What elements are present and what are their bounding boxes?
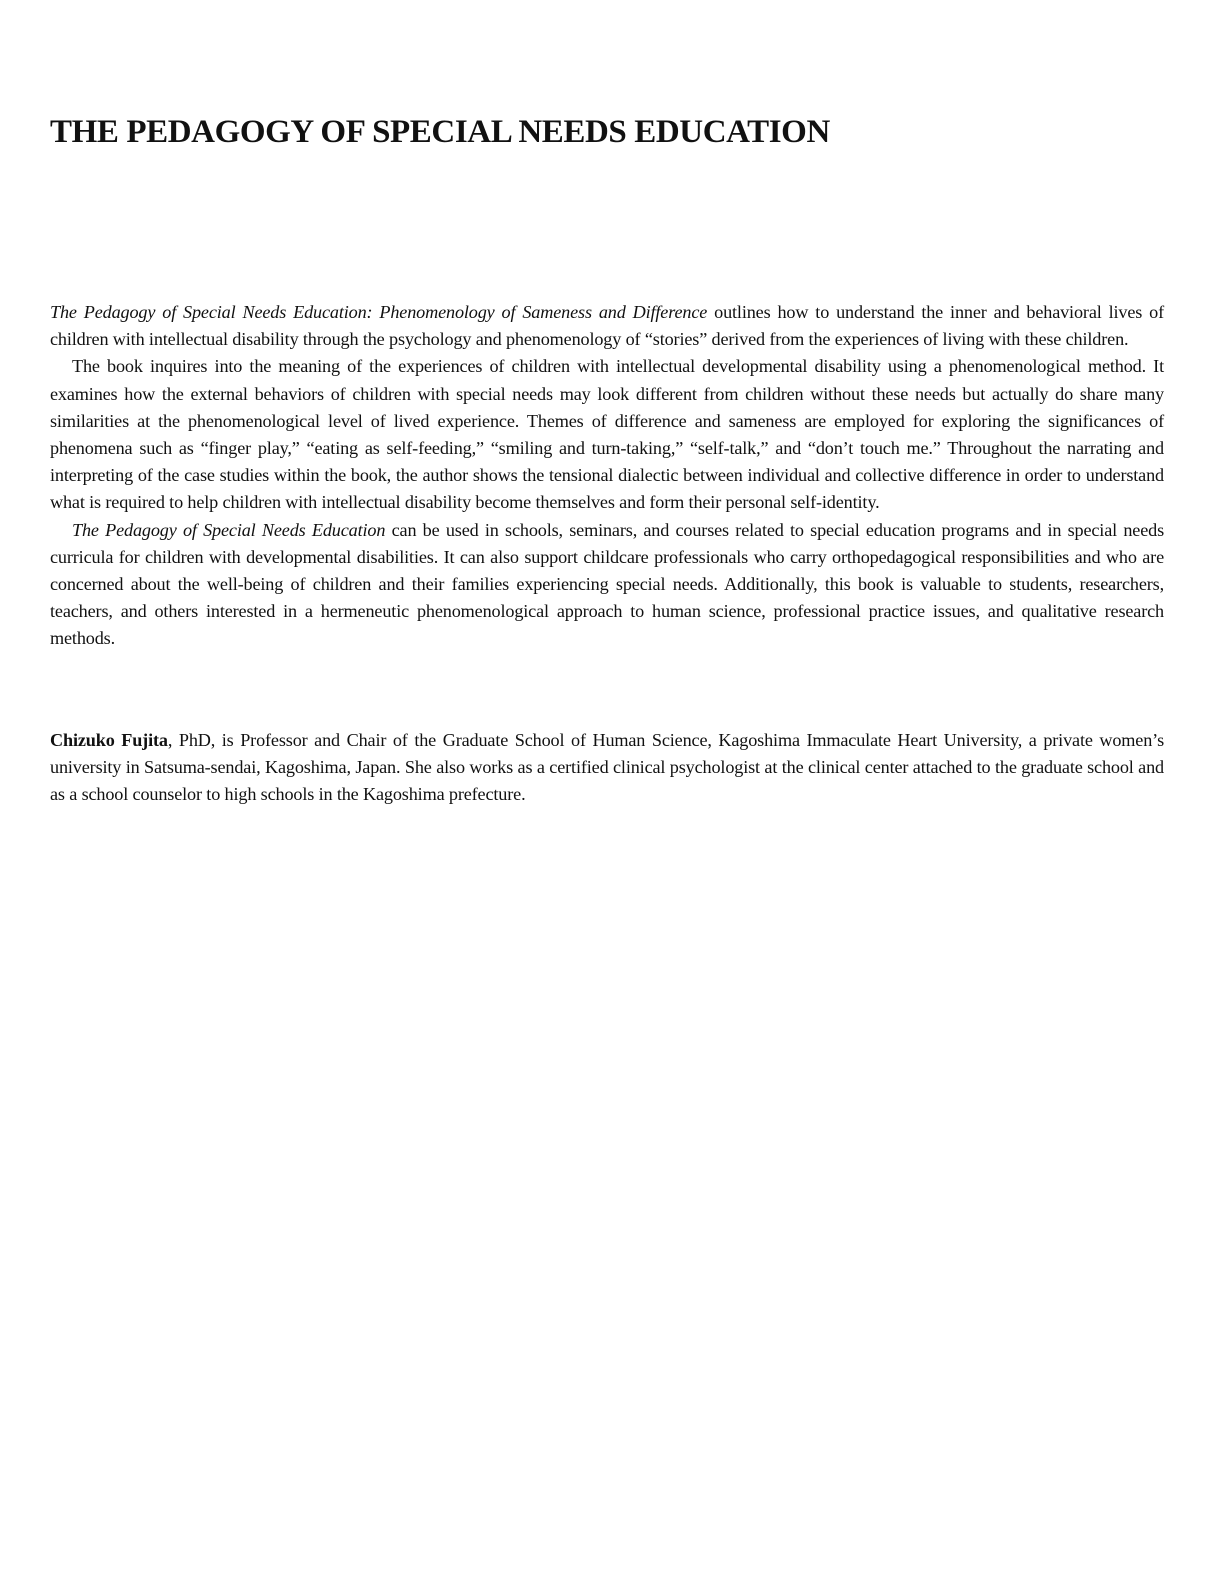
page-title: THE PEDAGOGY OF SPECIAL NEEDS EDUCATION [50, 114, 830, 150]
description-paragraph-3-text: can be used in schools, seminars, and courses related to special education programs and in special needs curricula for children with developmental disabilities. It can also support childcare professionals who carry orthopedagogical responsibilities and who are concerned about the well-being of children and their families experiencing special needs. Additionally, this book is valuable to students, researchers, teachers, and others interested in a hermeneutic phenomenological approach to human science, professional practice issues, and qualitative research methods. [50, 519, 1164, 649]
description-paragraph-1 [50, 299, 1164, 353]
book-title-italic-short: The Pedagogy of Special Needs Education [72, 519, 386, 540]
description-paragraph-2-text: The book inquires into the meaning of the experiences of children with intellectual developmental disability using a phenomenological method. It examines how the external behaviors of children with special needs may look different from children without these needs but actually do share many similarities at the phenomenological level of lived experience. Themes of difference and sameness are employed for exploring the significances of phenomena such as “finger play,” “eating as self-feeding,” “smiling and turn-taking,” “self-talk,” and “don’t touch me.” Throughout the narrating and interpreting of the case studies within the book, the author shows the tensional dialectic between individual and collective difference in order to understand what is required to help children with intellectual disability become themselves and form their personal self-identity. [50, 356, 1164, 513]
author-bio [50, 727, 1164, 809]
description-paragraph-2 [50, 353, 1164, 516]
description-paragraph-3 [50, 517, 1164, 653]
book-description [50, 299, 1164, 653]
description-paragraph-1-text: outlines how to understand the inner and behavioral lives of children with intellectual disability through the psychology and phenomenology of “stories” derived from the experiences of living with these children. [50, 302, 1164, 350]
book-title-italic: The Pedagogy of Special Needs Education: Phenomenology of Sameness and Difference [50, 302, 708, 322]
author-bio-text: , PhD, is Professor and Chair of the Graduate School of Human Science, Kagoshima Immaculate Heart University, a private women’s university in Satsuma-sendai, Kagoshima, Japan. She also works as a certified clinical psychologist at the clinical center attached to the graduate school and as a school counselor to high schools in the Kagoshima prefecture. [50, 730, 1165, 805]
author-name: Chizuko Fujita [50, 730, 168, 750]
